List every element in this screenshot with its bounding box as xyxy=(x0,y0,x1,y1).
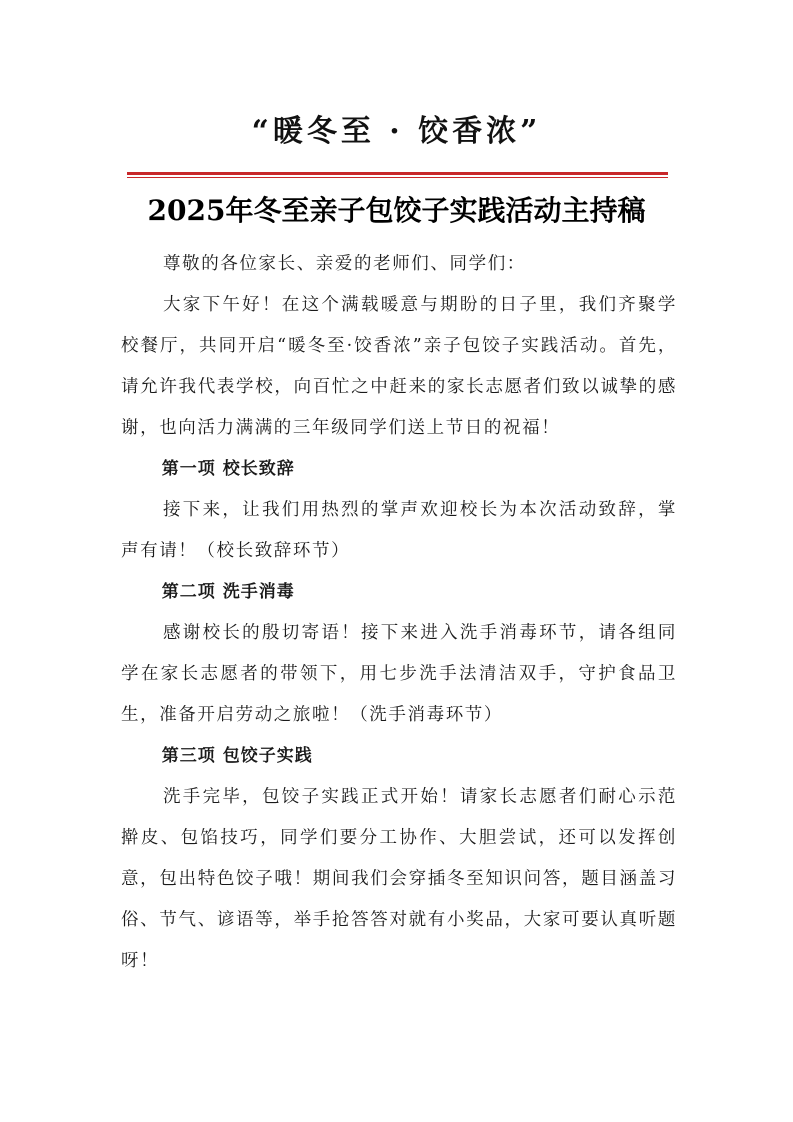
section-heading: 第三项 包饺子实践 xyxy=(161,746,313,766)
section-paragraph: 洗手完毕，包饺子实践正式开始！请家长志愿者们耐心示范擀皮、包馅技巧，同学们要分工协作、大胆尝试，还可以发挥创意，包出特色饺子哦！期间我们会穿插冬至知识问答，题目涵盖习俗、节气、谚语等，举手抢答答对就有小奖品，大家可要认真听题呀！ xyxy=(121,787,677,971)
banner-title: “暖冬至 · 饺香浓” xyxy=(251,114,542,149)
greeting-paragraph: 尊敬的各位家长、亲爱的老师们、同学们： xyxy=(163,254,526,274)
section-paragraph: 感谢校长的殷切寄语！接下来进入洗手消毒环节，请各组同学在家长志愿者的带领下，用七步洗手法清洁双手，守护食品卫生，准备开启劳动之旅啦！（洗手消毒环节） xyxy=(121,623,677,725)
section-paragraph: 接下来，让我们用热烈的掌声欢迎校长为本次活动致辞，掌声有请！（校长致辞环节） xyxy=(121,500,677,561)
intro-paragraph: 大家下午好！在这个满载暖意与期盼的日子里，我们齐聚学校餐厅，共同开启“暖冬至·饺香浓”亲子包饺子实践活动。首先，请允许我代表学校，向百忙之中赶来的家长志愿者们致以诚挚的感谢，也向活力满满的三年级同学们送上节日的祝福！ xyxy=(121,295,677,438)
section-heading: 第一项 校长致辞 xyxy=(161,459,295,479)
header-divider-thick xyxy=(127,172,668,175)
document-title: 2025年冬至亲子包饺子实践活动主持稿 xyxy=(147,194,646,227)
section-heading: 第二项 洗手消毒 xyxy=(161,582,295,602)
document-body xyxy=(121,244,677,982)
header-divider-thin xyxy=(127,177,668,178)
